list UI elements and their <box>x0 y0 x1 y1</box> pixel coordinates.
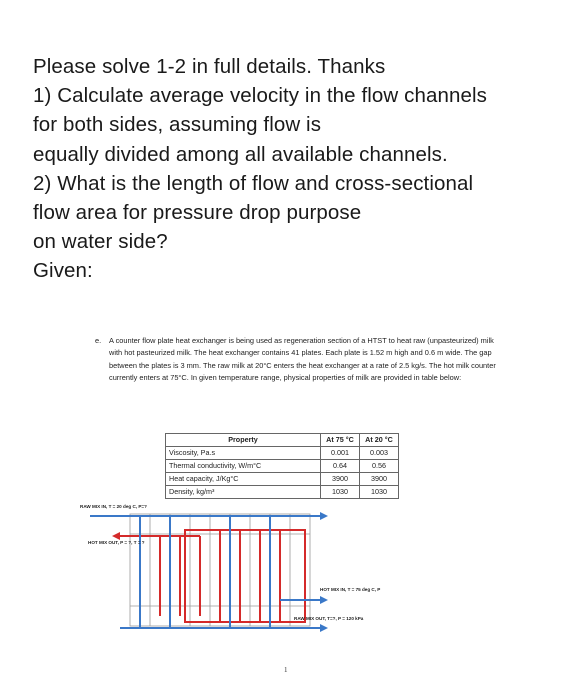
raw-side-channels <box>90 516 320 628</box>
question-line: for both sides, assuming flow is <box>33 113 322 137</box>
hot-in-label: HOT MIX IN, T = 75 deg C, P <box>320 587 381 592</box>
arrow-heads <box>320 512 328 632</box>
table-cell: Viscosity, Pa.s <box>166 447 321 460</box>
raw-out-label: RAW MIX OUT, T=?, P = 120 kPa <box>294 616 364 621</box>
page-number: 1 <box>284 666 288 674</box>
table-cell: 0.003 <box>360 447 399 460</box>
table-cell: 0.64 <box>321 460 360 473</box>
table-header: Property <box>166 434 321 447</box>
question-line: on water side? <box>33 230 168 254</box>
flow-diagram <box>80 500 410 640</box>
question-line: Given: <box>33 259 93 283</box>
table-cell: 1030 <box>360 486 399 499</box>
table-cell: Thermal conductivity, W/m°C <box>166 460 321 473</box>
table-row <box>166 447 399 460</box>
question-line: flow area for pressure drop purpose <box>33 201 362 225</box>
table-cell: 1030 <box>321 486 360 499</box>
hot-side-channels <box>120 530 305 622</box>
problem-text: A counter flow plate heat exchanger is being used as regeneration section of a HTST to heat raw (unpasteurized) milk with hot pasteurized milk. The heat exchanger contains 41 plates. Each plate is 1.52 m high and 0.6 m wide. The gap between the plates is 3 mm. The raw milk at 20°C enters the heat exchanger at a rate of 2.5 kg/s. The hot milk counter currently enters at 75°C. In given temperature range, physical properties of milk are provided in table below: <box>109 336 496 383</box>
table-row <box>166 486 399 499</box>
table-row <box>166 473 399 486</box>
table-cell: 0.56 <box>360 460 399 473</box>
table-header: At 20 °C <box>360 434 399 447</box>
properties-table <box>165 433 399 499</box>
table-header-row <box>166 434 399 447</box>
hot-out-label: HOT MIX OUT, P = ?, T = ? <box>88 540 145 545</box>
table-cell: 0.001 <box>321 447 360 460</box>
problem-marker: e. <box>95 336 102 345</box>
question-text <box>33 52 553 286</box>
table-header: At 75 °C <box>321 434 360 447</box>
question-line: equally divided among all available channels. <box>33 142 448 166</box>
table-cell: Heat capacity, J/Kg°C <box>166 473 321 486</box>
hot-arrow-heads <box>112 532 120 540</box>
table-cell: 3900 <box>321 473 360 486</box>
table-cell: Density, kg/m³ <box>166 486 321 499</box>
question-line: Please solve 1-2 in full details. Thanks <box>33 55 386 78</box>
table-row <box>166 460 399 473</box>
table-cell: 3900 <box>360 473 399 486</box>
raw-in-label: RAW MIX IN, T = 20 deg C, P=? <box>80 504 147 509</box>
question-line: 2) What is the length of flow and cross-sectional <box>33 171 474 195</box>
question-line: 1) Calculate average velocity in the flow channels <box>33 84 487 108</box>
